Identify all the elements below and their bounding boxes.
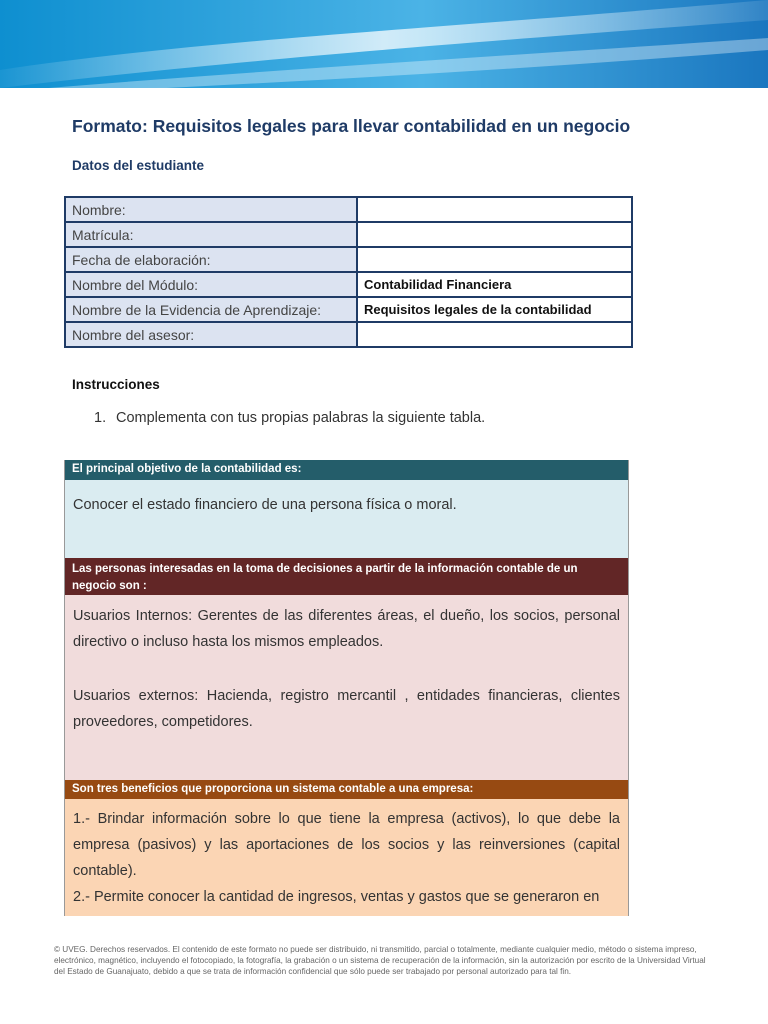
instruction-item	[94, 410, 485, 426]
table-row	[65, 247, 632, 272]
table-row	[65, 272, 632, 297]
row-value[interactable]	[357, 322, 632, 347]
row-value[interactable]: Contabilidad Financiera	[357, 272, 632, 297]
section-objective	[64, 460, 629, 558]
section-benefits	[64, 780, 629, 916]
section-body[interactable]	[65, 480, 628, 558]
table-row	[65, 222, 632, 247]
section-header: El principal objetivo de la contabilidad es:	[65, 460, 628, 480]
row-label: Matrícula:	[65, 222, 357, 247]
section-subtitle: Datos del estudiante	[72, 158, 205, 173]
section-paragraph: 1.- Brindar información sobre lo que tiene la empresa (activos), lo que debe la empresa (pasivos) y las aportaciones de los socios y las reinversiones (capital contable).	[73, 811, 620, 879]
section-paragraph: Usuarios externos: Hacienda, registro mercantil , entidades financieras, clientes proveedores, competidores.	[73, 688, 620, 730]
section-paragraph: Conocer el estado financiero de una persona física o moral.	[73, 497, 457, 513]
row-value[interactable]: Requisitos legales de la contabilidad	[357, 297, 632, 322]
student-data-table	[64, 196, 633, 348]
section-header: Las personas interesadas en la toma de decisiones a partir de la información contable de un negocio son :	[65, 558, 628, 595]
instruction-text: Complementa con tus propias palabras la siguiente tabla.	[116, 410, 486, 426]
document-title: Formato: Requisitos legales para llevar contabilidad en un negocio	[72, 116, 631, 136]
instruction-number: 1.	[94, 410, 107, 426]
row-label: Nombre del Módulo:	[65, 272, 357, 297]
row-label: Nombre del asesor:	[65, 322, 357, 347]
table-row	[65, 297, 632, 322]
table-row	[65, 322, 632, 347]
section-interested-parties	[64, 558, 629, 780]
row-value[interactable]	[357, 247, 632, 272]
section-body[interactable]	[65, 595, 628, 780]
row-label: Nombre de la Evidencia de Aprendizaje:	[65, 297, 357, 322]
instructions-heading: Instrucciones	[72, 377, 160, 392]
section-paragraph: 2.- Permite conocer la cantidad de ingresos, ventas y gastos que se generaron en	[73, 889, 600, 905]
section-header: Son tres beneficios que proporciona un sistema contable a una empresa:	[65, 780, 628, 799]
table-row	[65, 197, 632, 222]
section-body[interactable]	[65, 799, 628, 916]
row-value[interactable]	[357, 222, 632, 247]
header-banner	[0, 0, 768, 96]
row-label: Nombre:	[65, 197, 357, 222]
copyright-footer: © UVEG. Derechos reservados. El contenido de este formato no puede ser distribuido, ni transmitido, parcial o totalmente, mediante cualquier medio, método o sistema impreso, electrónico, magnético, incluyendo el fotocopiado, la fotografía, la grabación o un sistema de recuperación de la información, sin la autorización por escrito de la Universidad Virtual del Estado de Guanajuato, debido a que se trata de información confidencial que sólo puede ser trabajado por personal autorizado para tal fin.	[54, 945, 706, 976]
row-value[interactable]	[357, 197, 632, 222]
section-paragraph: Usuarios Internos: Gerentes de las diferentes áreas, el dueño, los socios, personal directivo o incluso hasta los mismos empleados.	[73, 608, 620, 650]
row-label: Fecha de elaboración:	[65, 247, 357, 272]
